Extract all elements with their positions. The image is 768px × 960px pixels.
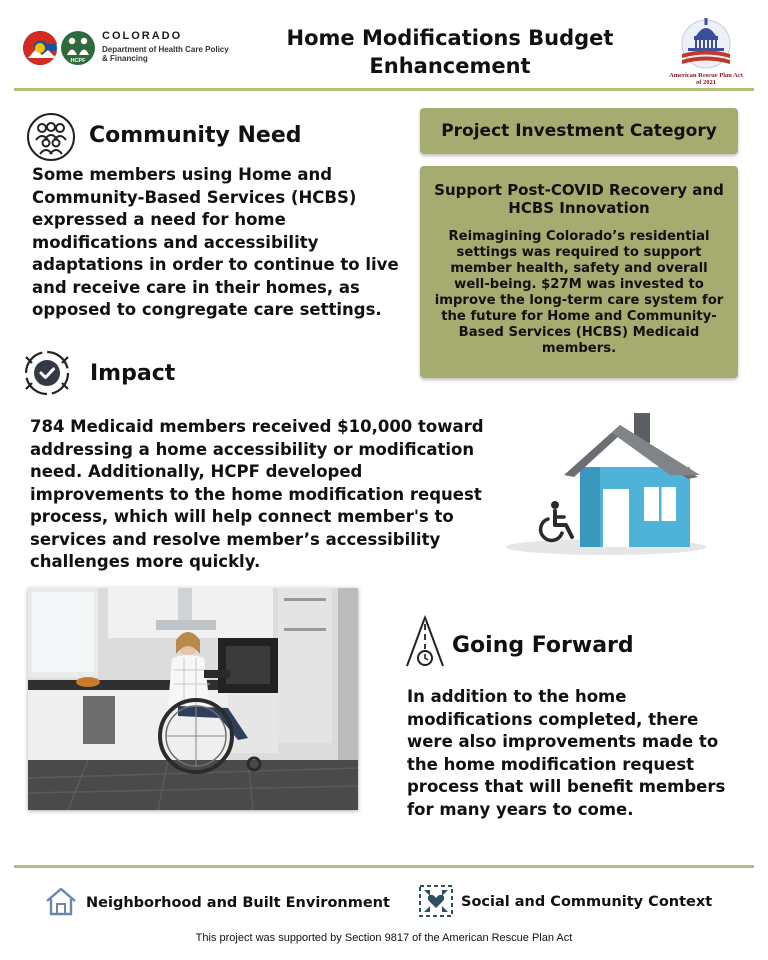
investment-info-box <box>420 166 738 378</box>
impact-body: 784 Medicaid members received $10,000 toward addressing a home accessibility or modification need. Additionally, HCPF developed improvements to the home modification request process, which will help connect member's to services and resolve member’s accessibility challenges more quickly. <box>30 417 484 571</box>
colorado-c-logo-icon <box>20 28 98 68</box>
footer-neighborhood-label: Neighborhood and Built Environment <box>86 895 390 911</box>
community-need-body: Some members using Home and Community-Based Services (HCBS) expressed a need for home modifications and accessibility adaptations in order to continue to live and receive care in their homes, as opposed to congregate care settings. <box>32 165 399 319</box>
target-check-icon <box>22 348 72 402</box>
logo-department: Department of Health Care Policy & Financing <box>102 45 229 63</box>
arpa-seal-text: American Rescue Plan Act of 2021 <box>669 72 743 86</box>
community-hands-icon <box>418 884 454 922</box>
kitchen-wheelchair-photo <box>28 588 358 810</box>
logo-brand: COLORADO <box>102 30 183 42</box>
page-title: Home Modifications Budget Enhancement <box>286 26 614 78</box>
footer-social-label: Social and Community Context <box>461 894 713 910</box>
arpa-seal <box>668 14 744 86</box>
impact-title: Impact <box>90 361 176 386</box>
accessible-house-illustration <box>500 405 712 565</box>
footnote: This project was supported by Section 9817 of the American Rescue Plan Act <box>195 932 573 944</box>
investment-body: Reimagining Colorado’s residential settings was required to support member health, safety and overall well-being. $27M was invested to improve the long-term care system for the future for Home and Community-Based Services (HCBS) Medicaid members. <box>434 229 724 356</box>
hcpf-badge-text: HCPF <box>70 58 86 64</box>
hcpf-logo <box>20 28 229 68</box>
investment-category-label: Project Investment Category <box>420 108 738 154</box>
header-divider <box>14 88 754 91</box>
capitol-dome-icon <box>668 14 744 72</box>
community-need-title: Community Need <box>89 123 302 148</box>
going-forward-body: In addition to the home modifications completed, there were also improvements made to the home modification request process that will benefit members for many years to come. <box>407 687 726 819</box>
footer-divider <box>14 865 754 868</box>
going-forward-title: Going Forward <box>452 633 634 658</box>
house-outline-icon <box>44 886 78 920</box>
investment-heading: Support Post-COVID Recovery and HCBS Innovation <box>434 181 724 217</box>
group-people-icon <box>26 112 76 166</box>
road-clock-icon <box>405 612 445 674</box>
